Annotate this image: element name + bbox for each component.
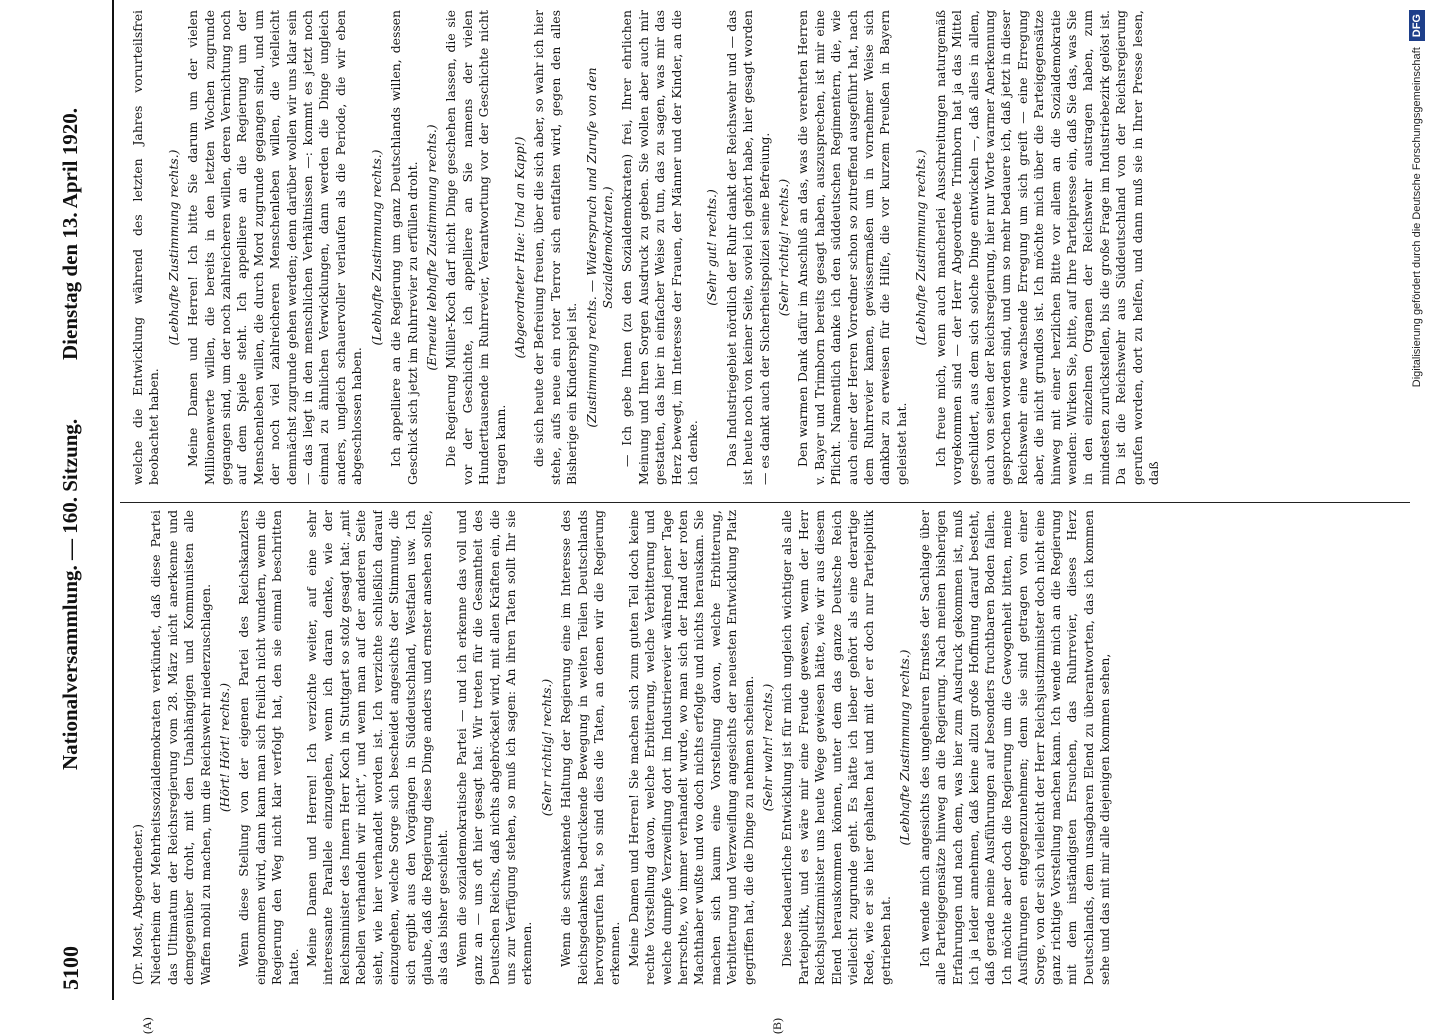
- paragraph: Meine Damen und Herren! Ich verzichte weiter, auf eine sehr interessante Parallele einzugehen, wenn ich daran denke, wie der Reichsminister des Innern Herr Koch in Stuttgart so stolz gesagt hat: „mit Rebellen verhandeln wir nicht“, und wenn man auf der anderen Seite sieht, wie hier verhandelt worden ist. Ich verzichte schließlich darauf einzugehen, welche Sorge sich bescheidet angesichts der Stimmung, die sich ergibt aus den Vorgängen in Süddeutschland, Westfalen usw. Ich glaube, daß die Regierung diese Dinge anders und ernster ansehen sollte, als das bisher geschieht.: [304, 510, 451, 985]
- funding-note: Digitalisierung gefördert durch die Deutsche Forschungsgemeinschaft: [1411, 47, 1423, 388]
- paragraph: — Ich gebe Ihnen (zu den Sozialdemokraten) frei, Ihrer ehrlichen Meinung und Ihren Sorgen Ausdruck zu geben. Sie wollen aber auch mir gestatten, das hier in einfacher Weise zu tun, das zu sagen, was mir das Herz bewegt, im Interesse der Frauen, der Männer und der Kinder, an die ich denke.: [619, 10, 700, 485]
- rotated-page-content: [50, 0, 1420, 1034]
- paragraph: Diese bedauerliche Entwicklung ist für mich ungleich wichtiger als alle Parteipolitik, und es wäre mir eine Freude gewesen, wenn der Herr Reichsjustizminister uns heute Wege gewiesen hätte, wie wir aus diesem Elend herauskommen können, unter dem das ganze Deutsche Reich vielleicht zugrunde geht. Es hätte ich lieber gehört als eine derartige Rede, wie er sie hier gehalten hat und mit der er doch nur Parteipolitik getrieben hat.: [779, 510, 893, 985]
- stage-direction: (Lebhafte Zustimmung rechts.): [368, 149, 384, 346]
- paragraph: welche die Entwicklung während des letzten Jahres vorurteilsfrei beobachtet haben.: [130, 10, 162, 485]
- paragraph: Ich wende mich angesichts des ungeheuren Ernstes der Sachlage über alle Parteigegensätze hinweg an die Regierung. Nach meinen bisherigen Erfahrungen und nach dem, was hier zum Ausdruck gekommen ist, muß ich ja leider annehmen, daß keine allzu große Hoffnung darauf besteht, daß gerade meine Ausführungen auf besonders fruchtbaren Boden fallen. Ich möchte aber doch die Regierung um die Gewogenheit bitten, meine Ausführungen entgegenzunehmen; denn sie sind getragen von einer Sorge, von der sich vielleicht der Herr Reichsjustizminister doch nicht eine ganz richtige Vorstellung machen kann. Ich wende mich an die Regierung mit dem inständigsten Ersuchen, das Ruhrrevier, dieses Herz Deutschlands, dem unsagbaren Elend zu überantworten, das ich kommen sehe und das mit mir alle diejenigen kommen sehen,: [916, 510, 1113, 985]
- stamp-text-row: [1406, 10, 1428, 990]
- stage-direction: (Lebhafte Zustimmung rechts.): [913, 149, 929, 346]
- column-divider: [120, 502, 1410, 503]
- digitization-stamp: [1406, 10, 1428, 990]
- paragraph: Niederheim der Mehrheitssozialdemokraten verkündet, daß diese Partei das Ultimatum der Reichsregierung vom 28. März nicht anerkenne und demgegenüber droht, mit den Unabhängigen und Kommunisten alle Waffen mobil zu machen, um die Reichswehr niederzuschlagen.: [148, 510, 213, 985]
- session-date: Dienstag den 13. April 1920.: [58, 107, 82, 360]
- stage-direction: (Lebhafte Zustimmung rechts.): [897, 649, 913, 846]
- paragraph: Das Industriegebiet nördlich der Ruhr dankt der Reichswehr und — das ist heute noch von keiner Seite, soviel ich gehört habe, hier gesagt worden — es dankt auch der Sicherheitspolizei seine Befreiung.: [723, 10, 772, 485]
- paragraph: Den warmen Dank dafür im Anschluß an das, was die verehrten Herren v. Bayer und Trimborn bereits gesagt haben, auszusprechen, ist mir eine Pflicht. Namentlich danke ich den süddeutschen Regimentern, die, wie auch einer der Herren Vorredner schon so zutreffend ausgeführt hat, nach dem Ruhrrevier kamen, gewissermaßen um in vornehmer Weise sich dankbar zu erweisen für die Hilfe, die vor kurzem Preußen in Bayern geleistet hat.: [795, 10, 909, 485]
- stage-direction: (Abgeordneter Hue: Und an Kapp!): [511, 136, 527, 359]
- stage-direction: (Lebhafte Zustimmung rechts.): [165, 149, 181, 346]
- paragraph: Ich appelliere an die Regierung um ganz Deutschlands willen, dessen Geschick sich jetzt im Ruhrrevier zu erfüllen droht.: [388, 10, 420, 485]
- stage-direction: (Sehr richtig! rechts.): [776, 178, 792, 317]
- stage-direction: (Hört! Hört! rechts.): [217, 682, 233, 813]
- speaker-line: (Dr. Most, Abgeordneter.): [130, 824, 145, 985]
- page-header: [50, 0, 114, 1000]
- header-title: Nationalversammlung. — 160. Sitzung.: [58, 418, 82, 770]
- dfg-logo: DFG: [1409, 10, 1425, 41]
- paragraph: Die Regierung Müller-Koch darf nicht Dinge geschehen lassen, die sie vor der Geschichte, ich appelliere an Sie namens der vielen Hunderttausende im Ruhrrevier, Verantwortung vor der Geschichte nicht tragen kann.: [443, 10, 508, 485]
- paragraph: die sich heute der Befreiung freuen, über die sich aber, so wahr ich hier stehe, aufs neue ein roter Terror sich entfalten wird, gegen den alles Bisherige ein Kinderspiel ist.: [531, 10, 580, 485]
- margin-marker-b: (B): [770, 1018, 784, 1034]
- page-number: 5100: [58, 946, 83, 990]
- paragraph: Wenn die schwankende Haltung der Regierung eine im Interesse des Reichsgedankens bedrückende Bewegung in weiten Teilen Deutschlands hervorgerufen hat, so sind dies die Taten, an denen wir die Regierung erkennen.: [558, 510, 623, 985]
- stage-direction: (Zustimmung rechts. — Widerspruch und Zurufe von den Sozialdemokraten.): [583, 67, 615, 428]
- left-text-column: [130, 510, 1420, 985]
- paragraph: Meine Damen und Herren! Sie machen sich zum guten Teil doch keine rechte Vorstellung davon, welche Erbitterung, welche Verbitterung und welche dumpfe Verzweiflung dort im Industrierevier während jener Tage herrschte, wo immer verhandelt wurde, wo man sich der Hand der roten Machthaber wußte und wo doch nichts erfolgte und nichts herauskam. Sie machen sich kaum eine Vorstellung davon, welche Erbitterung, Verbitterung und Verzweiflung angesichts der neuesten Entwicklung Platz gegriffen hat, die die Dinge zu nehmen scheinen.: [625, 510, 756, 985]
- margin-marker-a: (A): [140, 1017, 154, 1034]
- paragraph: Wenn diese Stellung von der eigenen Partei des Reichskanzlers eingenommen wird, dann kann man sich freilich nicht wundern, wenn die Regierung den Weg nicht klar verfolgt hat, den sie einmal beschritten hatte.: [236, 510, 301, 985]
- paragraph: Wenn die sozialdemokratische Partei — und ich erkenne das voll und ganz an — uns oft hier gesagt hat: Wir treten für die Gesamtheit des Deutschen Reichs, daß nichts abgebröckelt wird, mit allen Kräften ein, die uns zur Verfügung stehen, so muß ich sagen: An ihren Taten sollt Ihr sie erkennen.: [453, 510, 535, 985]
- stage-direction: (Sehr wahr! rechts.): [760, 683, 776, 812]
- paragraph: Ich freue mich, wenn auch mancherlei Ausschreitungen naturgemäß vorgekommen sind — der Herr Abgeordnete Trimborn hat ja das Mittel geschildert, aus dem sich solche Dinge entwickeln —, daß alles in allem, auch von seiten der Reichsregierung, hier nur Worte warmer Anerkennung gesprochen worden sind, und um so mehr bedauere ich, daß jetzt in dieser Reichswehr eine wachsende Erregung um sich greift — eine Erregung aber, die nicht grundlos ist. Ich möchte mich über die Parteigegensätze hinweg mit einer herzlichen Bitte vor allem an die Sozialdemokratie wenden: Wirken Sie, bitte, auf Ihre Parteipresse ein, daß Sie das, was Sie in den einzelnen Organen der Reichswehr austragen haben, zum mindesten zurückstellen, bis die große Frage im Industriebezirk gelöst ist. Da ist die Reichswehr aus Süddeutschland von der Reichsregierung gerufen worden, dort zu helfen, und dann muß sie in Ihrer Presse lesen, daß: [932, 10, 1161, 485]
- stage-direction: (Sehr richtig! rechts.): [538, 678, 554, 817]
- paragraph: Meine Damen und Herren! Ich bitte Sie darum um der vielen Millionenwerte willen, die bereits in den letzten Wochen zugrunde gegangen sind, um der noch zahlreicheren willen, deren Vernichtung noch auf dem Spiele steht. Ich appelliere an die Regierung um der Menschenleben willen, die durch Mord zugrunde gegangen sind, und um der noch viel zahlreicheren Menschenleben willen, die vielleicht demnächst zugrunde gehen werden; denn darüber wollen wir uns klar sein — das liegt in den menschlichen Verhältnissen —: kommt es jetzt noch einmal zu ähnlichen Verwicklungen, dann werden die Dinge ungleich anders, ungleich schauervoller verlaufen als die Periode, die wir eben abgeschlossen haben.: [185, 10, 365, 485]
- right-text-column: [130, 10, 1420, 485]
- stage-direction: (Sehr gut! rechts.): [704, 189, 720, 306]
- stage-direction: (Erneute lebhafte Zustimmung rechts.): [423, 124, 439, 371]
